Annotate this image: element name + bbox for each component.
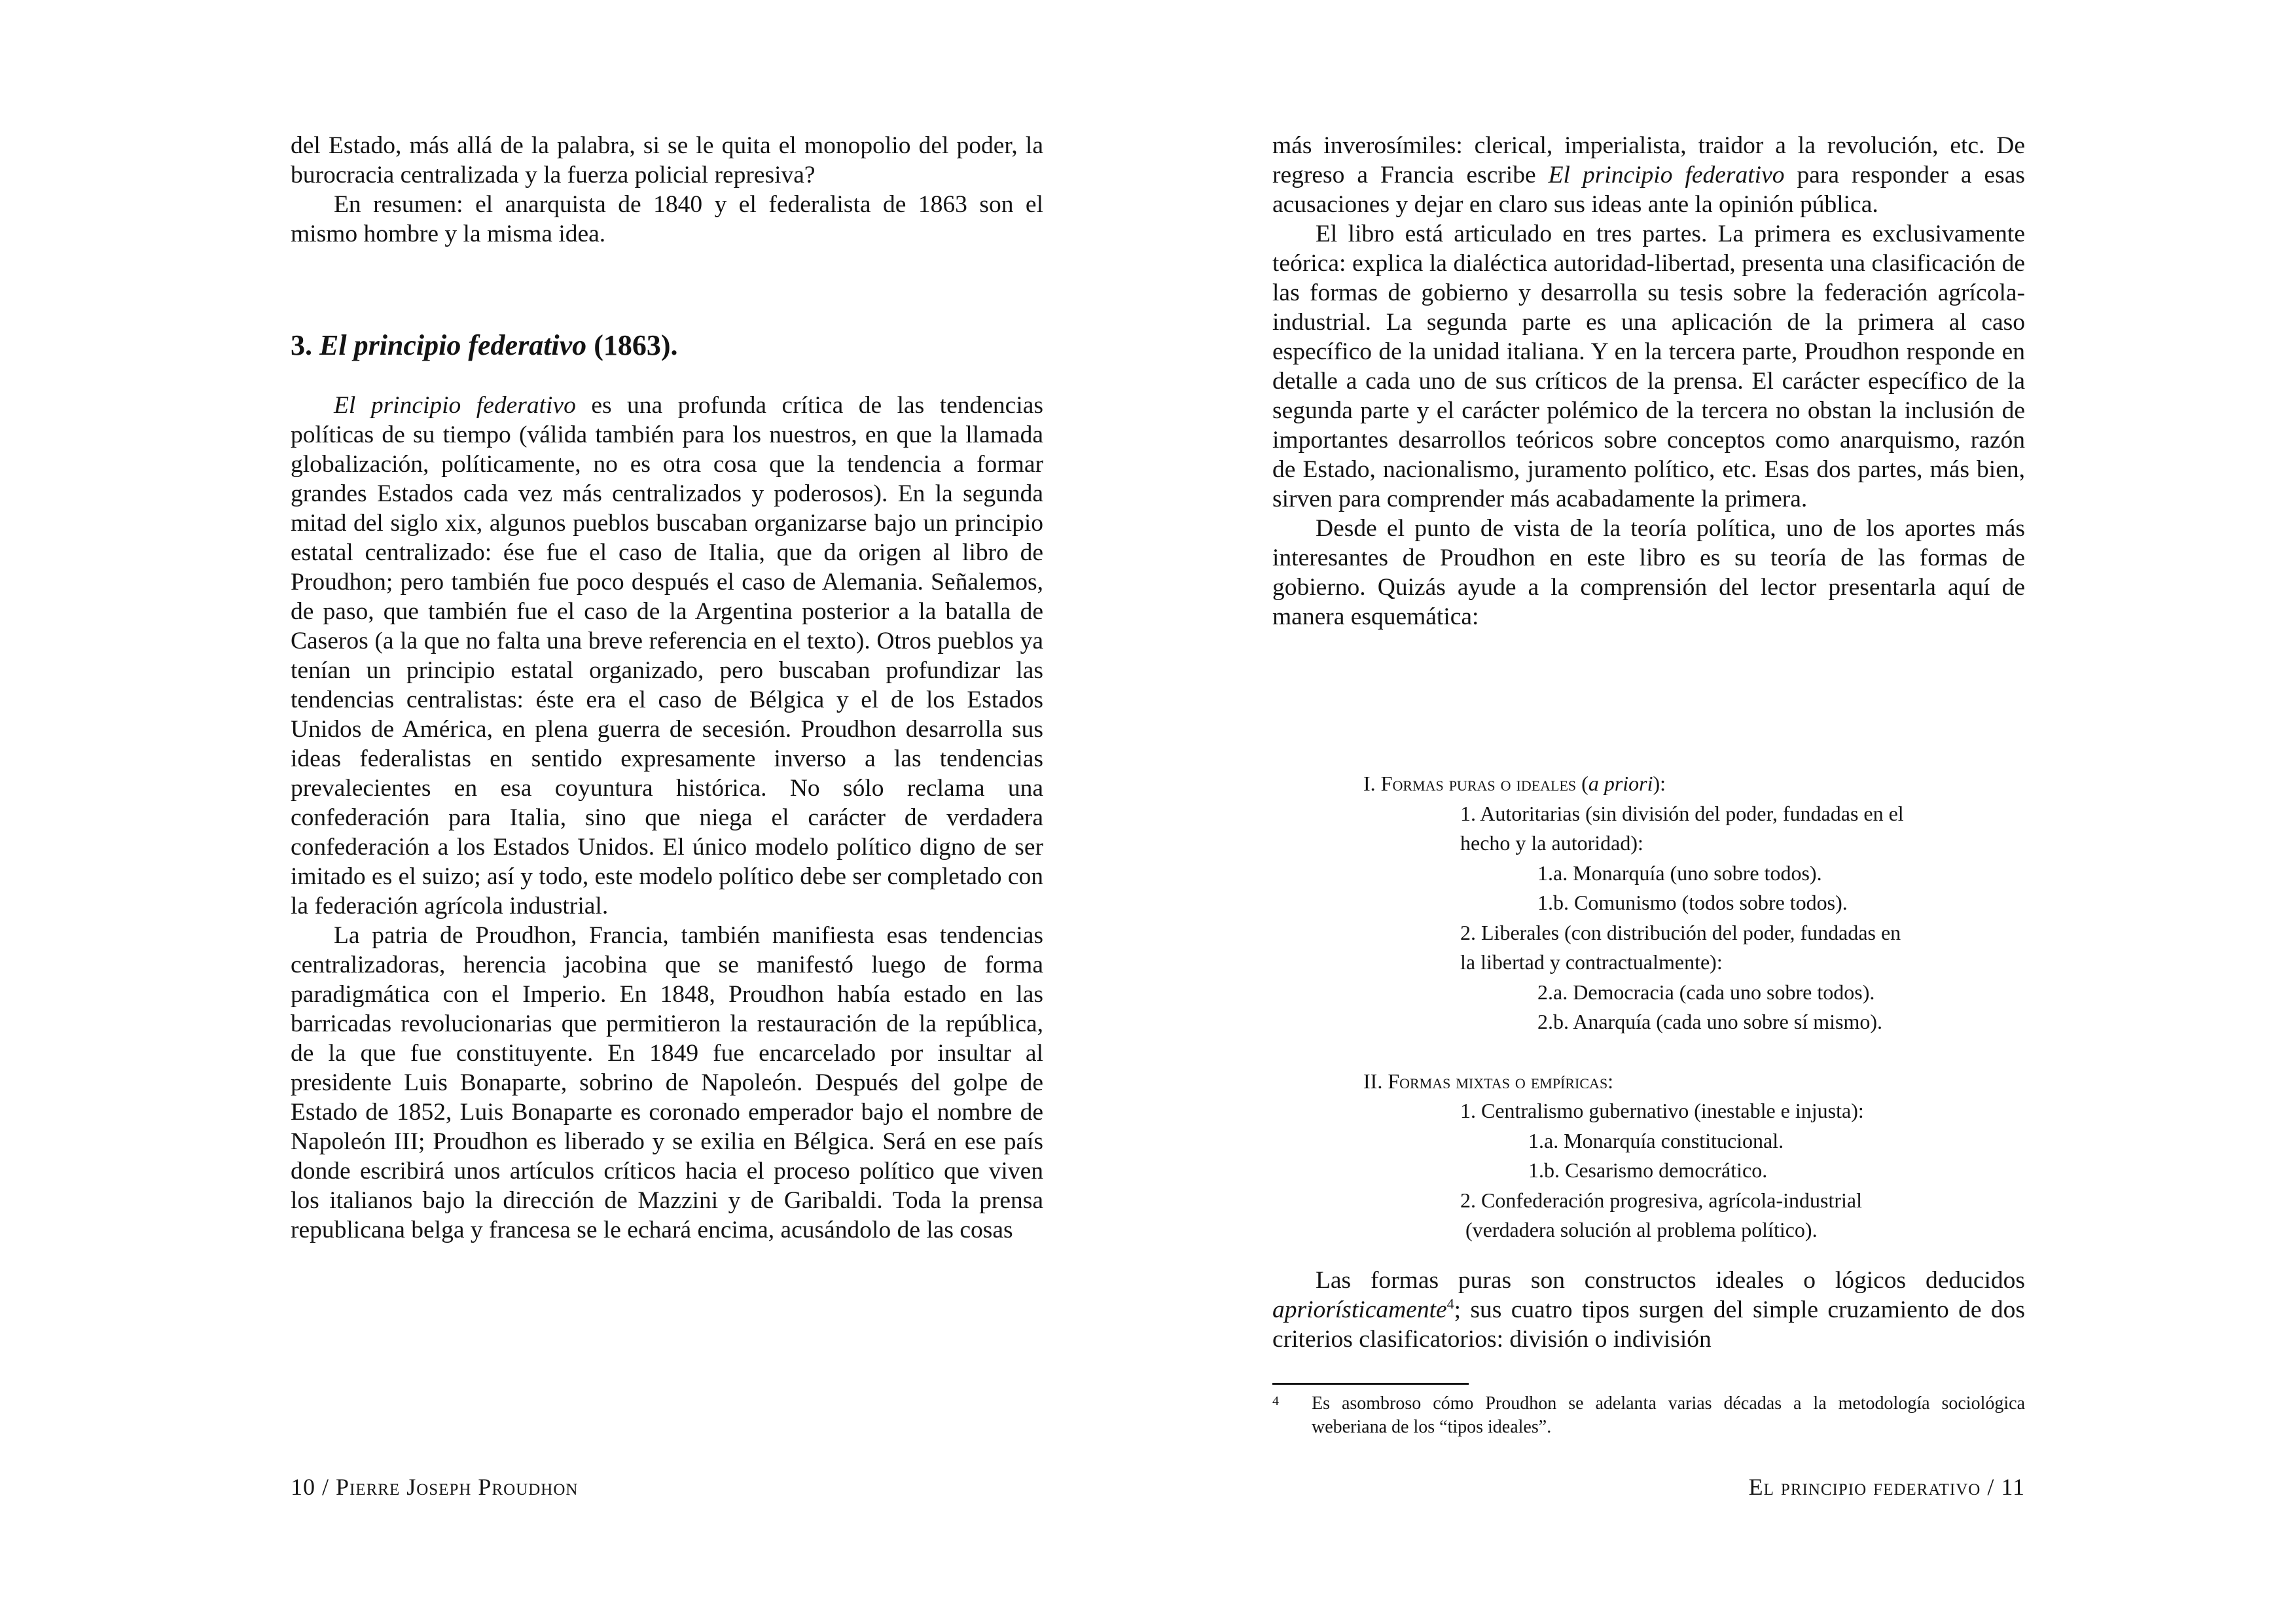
body-paragraph-structure: El libro está articulado en tres partes. La primera es exclusivamente teórica: explica la dialéctica autoridad-libertad, presenta una clasificación de las formas de gobierno y desarrolla su tesis sobre la federación agrícola-industrial. La segunda parte es una aplicación de la primera al caso específico de la unidad italiana. Y en la tercera parte, Proudhon responde en detalle a cada uno de sus críticos de la prensa. El carácter específico de la segunda parte y el carácter polémico de la tercera no obstan la inclusión de importantes desarrollos teóricos sobre conceptos como anarquismo, razón de Estado, nacionalismo, juramento político, etc. Esas dos partes, más bien, sirven para comprender más acabadamente la primera. (1272, 221, 2025, 512)
section-heading (291, 326, 678, 365)
body-paragraph-2: La patria de Proudhon, Francia, también manifiesta esas tendencias centralizadoras, herencia jacobina que se manifestó luego de forma paradigmática con el Imperio. En 1848, Proudhon había estado en las barricadas revolucionarias que permitieron la restauración de la república, de la que fue constituyente. En 1849 fue encarcelado por insultar al presidente Luis Bonaparte, sobrino de Napoleón. Después del golpe de Estado de 1852, Luis Bonaparte es coronado emperador bajo el nombre de Napoleón III; Proudhon es liberado y se exilia en Bélgica. Será en ese país donde escribirá unos artículos críticos hacia el proceso político que viven los italianos bajo la dirección de Mazzini y de Garibaldi. Toda la prensa republicana belga y francesa se le echará encima, acusándolo de las cosas (291, 922, 1043, 1243)
footnote-rule (1272, 1383, 1469, 1385)
right-column-top (1272, 131, 2025, 632)
continuation-paragraph (1272, 131, 2025, 219)
body-paragraph-theory: Desde el punto de vista de la teoría política, uno de los aportes más interesantes de Proudhon en este libro es su teoría de las formas de gobierno. Quizás ayude a la comprensión del lector presentarla aquí de manera esquemática: (1272, 515, 2025, 630)
schema-item: 2. Confederación progresiva, agrícola-industrial (1460, 1188, 1862, 1212)
schema-item-continuation: hecho y la autoridad): (1460, 831, 1643, 855)
schema-item-continuation: (verdadera solución al problema político). (1465, 1218, 1818, 1241)
schema-item-continuation: la libertad y contractualmente): (1460, 950, 1723, 974)
apriori-term: apriorísticamente (1272, 1296, 1447, 1323)
schema-subitem: 1.b. Cesarismo democrático. (1528, 1158, 1768, 1182)
intro-continuation: del Estado, más allá de la palabra, si se le quita el monopolio del poder, la burocracia centralizada y la fuerza policial represiva? (291, 132, 1043, 188)
schema-subitem: 2.a. Democracia (cada uno sobre todos). (1537, 980, 1875, 1004)
continuation-text-a: más inverosímiles: clerical, imperialista, traidor a la revolución, etc. De regreso a Francia escribe (1272, 132, 2025, 188)
schema-group-1: I. Formas puras o ideales (a priori): (1363, 772, 1666, 795)
schema-item: 1. Centralismo gubernativo (inestable e injusta): (1460, 1099, 1864, 1122)
intro-summary: En resumen: el anarquista de 1840 y el federalista de 1863 son el mismo hombre y la misma idea. (291, 191, 1043, 247)
section-title: El principio federativo (319, 329, 587, 361)
book-title-ref: El principio federativo (334, 392, 576, 419)
right-page-footer: El principio federativo / 11 (1748, 1474, 2025, 1500)
continuation-text-b: para responder a esas acusaciones y dejar en claro sus ideas ante la opinión pública. (1272, 162, 2025, 218)
section-year: (1863). (594, 329, 678, 361)
footnote (1272, 1392, 2025, 1439)
footnote-ref[interactable]: 4 (1446, 1295, 1454, 1312)
body-paragraph-1-text: es una profunda crítica de las tendencias políticas de su tiempo (válida también para los nuestros, en que la llamada globalización, políticamente, no es otra cosa que la tendencia a formar grandes Estados cada vez más centralizados y poderosos). En la segunda mitad del siglo xix, algunos pueblos buscaban organizarse bajo un principio estatal centralizado: ése fue el caso de Italia, que da origen al libro de Proudhon; pero también fue poco después el caso de Alemania. Señalemos, de paso, que también fue el caso de la Argentina posterior a la batalla de Caseros (a la que no falta una breve referencia en el texto). Otros pueblos ya tenían un principio estatal organizado, pero buscaban profundizar las tendencias centralistas: éste era el caso de Bélgica y el de los Estados Unidos de América, en plena guerra de secesión. Proudhon desarrolla sus ideas federalistas en sentido expresamente inverso a las tendencias prevalecientes en esa coyuntura histórica. No sólo reclama una confederación para Italia, sino que niega el carácter de verdadera confederación a los Estados Unidos. El único modelo político digno de ser imitado es el suizo; así y todo, este modelo político debe ser completado con la federación agrícola industrial. (291, 392, 1043, 919)
right-column-bottom (1272, 1266, 2025, 1354)
forms-of-government-schema (1363, 769, 2018, 1245)
footnote-text: Es asombroso cómo Proudhon se adelanta varias décadas a la metodología sociológica weberiana de los “tipos ideales”. (1312, 1393, 2025, 1437)
schema-item: 2. Liberales (con distribución del poder, fundadas en (1460, 920, 1901, 944)
schema-item: 1. Autoritarias (sin división del poder, fundadas en el (1460, 801, 1904, 825)
schema-subitem: 1.b. Comunismo (todos sobre todos). (1537, 891, 1848, 914)
body-paragraph-pure-forms: Las formas puras son constructos ideales o lógicos deducidos apriorísticamente$^4$; sus cuatro tipos surgen del simple cruzamiento de dos criterios clasificatorios: división o indivisión (1272, 1267, 2025, 1353)
schema-subitem: 2.b. Anarquía (cada uno sobre sí mismo). (1537, 1010, 1882, 1033)
right-page (1148, 0, 2296, 1623)
body-paragraph-1 (291, 391, 1043, 921)
book-title-ref-2: El principio federativo (1548, 162, 1785, 188)
schema-subitem: 1.a. Monarquía (uno sobre todos). (1537, 861, 1822, 885)
schema-subitem: 1.a. Monarquía constitucional. (1528, 1128, 1784, 1152)
schema-spacer (1363, 1037, 2018, 1067)
section-number: 3. (291, 329, 312, 361)
left-page-footer: 10 / Pierre Joseph Proudhon (291, 1474, 579, 1500)
left-column-top (291, 131, 1043, 249)
footnote-number: 4 (1272, 1394, 1279, 1408)
schema-group-2: II. Formas mixtas o empíricas: (1363, 1069, 1614, 1093)
left-column-body (291, 391, 1043, 1245)
